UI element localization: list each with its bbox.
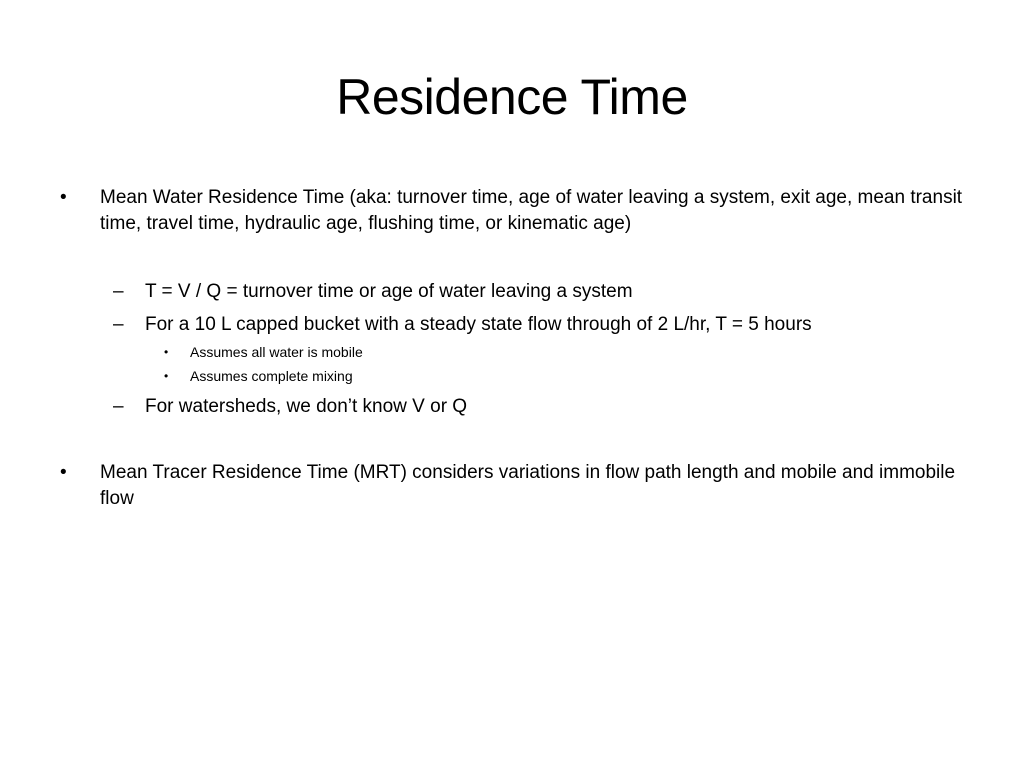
- list-item-mean-water-residence-time: [60, 185, 980, 237]
- list-item-watersheds: [113, 394, 985, 420]
- list-item-mean-tracer-residence-time: [60, 460, 980, 512]
- list-item-text: For watersheds, we don’t know V or Q: [145, 396, 468, 417]
- list-item-text: Assumes complete mixing: [190, 368, 353, 384]
- list-item-t-equals-v-over-q: [113, 279, 985, 305]
- list-item-text: Mean Water Residence Time (aka: turnover time, age of water leaving a system, exit age, mean transit time, travel time, hydraulic age, flushing time, or kinematic age): [100, 187, 963, 234]
- list-item-bucket-example: [113, 312, 985, 338]
- list-item-text: Mean Tracer Residence Time (MRT) considers variations in flow path length and mobile and immobile flow: [100, 462, 956, 509]
- slide-title: Residence Time: [336, 69, 688, 125]
- list-item-assumes-mixing: [164, 366, 980, 386]
- dash-icon: –: [113, 281, 124, 302]
- bullet-icon: •: [164, 345, 169, 359]
- bullet-icon: •: [60, 462, 67, 483]
- bullet-icon: •: [60, 187, 67, 208]
- list-item-assumes-mobile: [164, 342, 980, 362]
- list-item-text: Assumes all water is mobile: [190, 344, 363, 360]
- dash-icon: –: [113, 314, 124, 335]
- list-item-text: For a 10 L capped bucket with a steady state flow through of 2 L/hr, T = 5 hours: [145, 314, 812, 335]
- list-item-text: T = V / Q = turnover time or age of water leaving a system: [145, 281, 633, 302]
- dash-icon: –: [113, 396, 124, 417]
- bullet-icon: •: [164, 369, 169, 383]
